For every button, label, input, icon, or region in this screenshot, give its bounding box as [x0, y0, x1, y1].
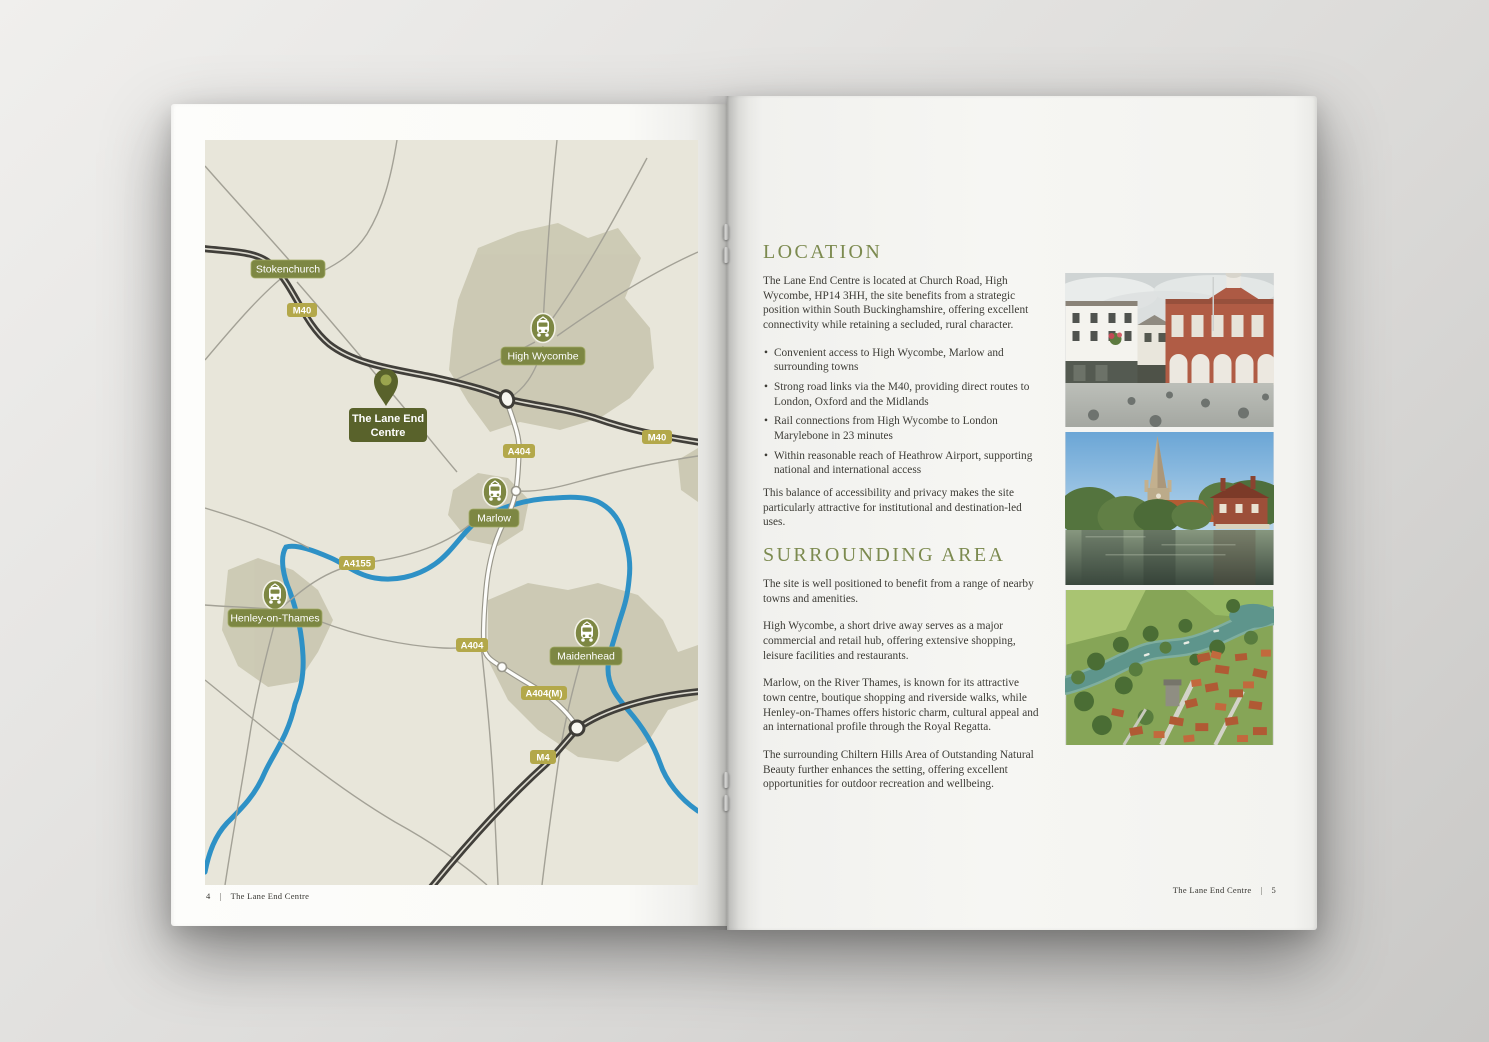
bullet-road-links: • Strong road links via the M40, providing direct routes to London, Oxford and the Midlands	[763, 380, 1044, 409]
svg-text:Centre: Centre	[370, 427, 406, 439]
svg-text:A404: A404	[507, 446, 531, 458]
town-label-stokenchurch	[251, 260, 325, 278]
svg-text:Maidenhead: Maidenhead	[557, 650, 615, 663]
badge-m4	[530, 750, 556, 764]
town-label-maidenhead	[550, 647, 622, 665]
photo-column	[1065, 273, 1274, 750]
surrounding-paragraph-1: The site is well positioned to benefit from a range of nearby towns and amenities.	[763, 578, 1034, 605]
right-page-number: 5	[1271, 885, 1276, 895]
location-map	[205, 140, 698, 885]
svg-text:M40: M40	[292, 305, 312, 317]
surrounding-area-heading: SURROUNDING AREA	[763, 544, 1006, 567]
town-label-high-wycombe	[501, 347, 585, 365]
bullet-rail: • Rail connections from High Wycombe to London Marylebone in 23 minutes	[763, 414, 1044, 443]
svg-text:High Wycombe: High Wycombe	[507, 350, 579, 363]
left-page-number: 4	[206, 891, 211, 901]
photo-high-wycombe-town-square	[1065, 273, 1274, 427]
henley-illustration	[1065, 590, 1274, 745]
footer-divider: |	[219, 891, 222, 901]
footer-divider: |	[1260, 885, 1263, 895]
svg-text:Henley-on-Thames: Henley-on-Thames	[230, 612, 320, 625]
site-label	[349, 408, 427, 442]
staple-bottom-icon	[723, 772, 729, 818]
town-label-henley-on-thames	[228, 609, 322, 627]
badge-a404m	[521, 686, 567, 700]
high-wycombe-illustration	[1065, 273, 1274, 427]
left-page-footer	[206, 891, 309, 901]
location-heading: LOCATION	[763, 241, 883, 263]
train-station-icon-high-wycombe	[531, 314, 555, 343]
location-intro-paragraph: The Lane End Centre is located at Church Road, High Wycombe, HP14 3HH, the site benefits from a strategic position within South Buckinghamshire, offering excellent connectivity while retaining a secluded, rural character.	[763, 275, 1029, 332]
brochure-spread	[171, 96, 1317, 930]
train-station-icon-maidenhead	[575, 619, 599, 648]
train-station-icon-marlow	[483, 478, 507, 507]
map-illustration	[205, 140, 698, 885]
photo-henley-aerial	[1065, 590, 1274, 745]
location-closing-paragraph: This balance of accessibility and privacy makes the site particularly attractive for institutional and destination-led uses.	[763, 487, 1022, 529]
marlow-illustration	[1065, 432, 1274, 585]
badge-a4155	[339, 556, 375, 570]
badge-a404-north	[503, 444, 535, 458]
left-page	[171, 104, 727, 926]
badge-m40-west	[287, 303, 317, 317]
surrounding-paragraph-4: The surrounding Chiltern Hills Area of Outstanding Natural Beauty further enhances the setting, offering excellent opportunities for outdoor recreation and wellbeing.	[763, 749, 1034, 791]
svg-text:A4155: A4155	[343, 558, 371, 570]
svg-text:The Lane End: The Lane End	[351, 413, 425, 425]
left-footer-title: The Lane End Centre	[230, 891, 310, 901]
surrounding-paragraph-3: Marlow, on the River Thames, is known for its attractive town centre, boutique shopping and riverside walks, while Henley-on-Thames offers historic charm, cultural appeal and an international profile through the Royal Regatta.	[763, 677, 1039, 734]
location-bullet-list	[763, 346, 1044, 478]
svg-text:Marlow: Marlow	[477, 512, 511, 525]
svg-text:A404: A404	[460, 640, 484, 652]
text-column	[763, 242, 1044, 805]
surrounding-paragraph-2: High Wycombe, a short drive away serves as a major commercial and retail hub, offering extensive shopping, leisure facilities and restaurants.	[763, 620, 1016, 662]
bullet-access: • Convenient access to High Wycombe, Marlow and surrounding towns	[763, 346, 1044, 375]
right-footer-title: The Lane End Centre	[1172, 885, 1252, 895]
bullet-heathrow: • Within reasonable reach of Heathrow Airport, supporting national and international access	[763, 449, 1044, 478]
svg-text:Stokenchurch: Stokenchurch	[255, 263, 321, 276]
photo-marlow-church-river	[1065, 432, 1274, 585]
staple-top-icon	[723, 224, 729, 270]
right-page	[727, 96, 1317, 930]
right-page-footer	[1173, 885, 1276, 895]
badge-a404-south	[456, 638, 488, 652]
svg-text:M4: M4	[536, 752, 550, 764]
badge-m40-east	[642, 430, 672, 444]
svg-text:M40: M40	[647, 432, 667, 444]
train-station-icon-henley	[263, 581, 287, 610]
svg-text:A404(M): A404(M)	[525, 688, 563, 700]
town-label-marlow	[469, 509, 519, 527]
